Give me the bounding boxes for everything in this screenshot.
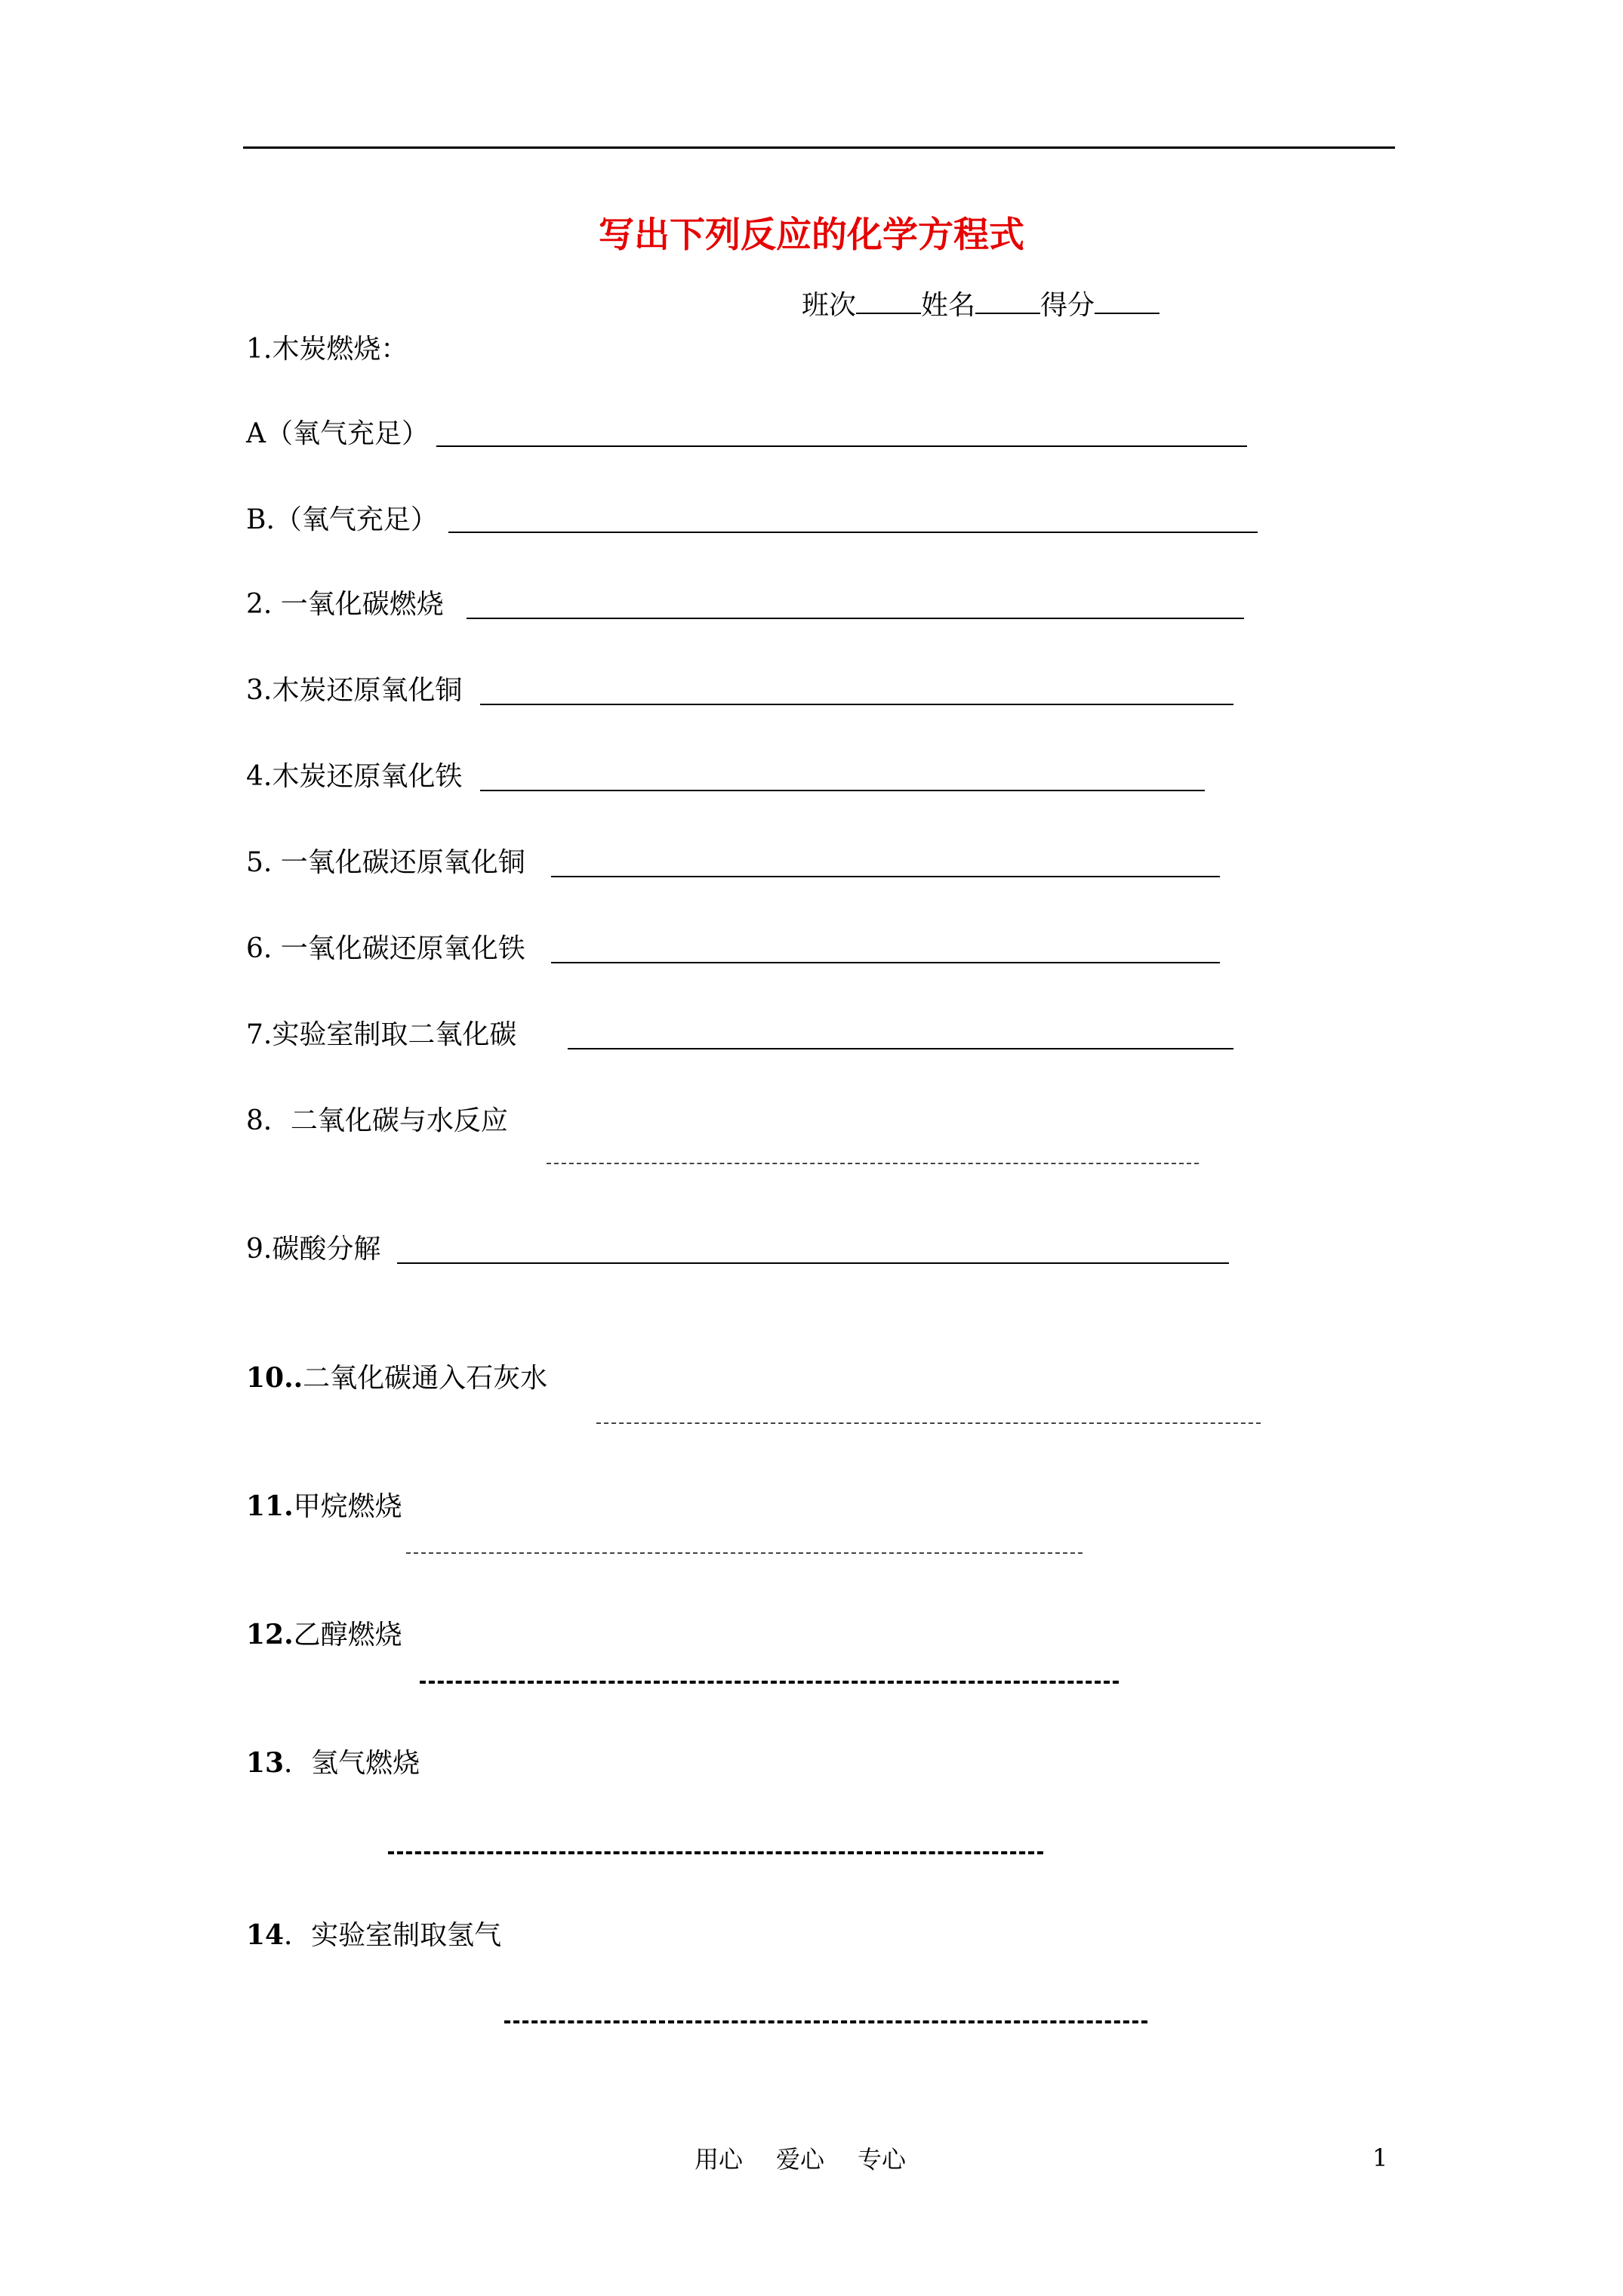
question-12-text: 乙醇燃烧: [293, 1620, 402, 1650]
answer-line-6[interactable]: [551, 962, 1220, 963]
question-10-number: 10..: [246, 1362, 303, 1394]
question-2-label: 2. 一氧化碳燃烧: [246, 589, 444, 620]
question-13-label: [246, 1744, 420, 1783]
answer-line-1a[interactable]: [436, 445, 1247, 447]
question-10-text: 二氧化碳通入石灰水: [303, 1363, 548, 1394]
answer-line-13[interactable]: [388, 1851, 1043, 1854]
answer-line-5[interactable]: [551, 876, 1220, 877]
question-8-label: 8．二氧化碳与水反应: [246, 1105, 508, 1136]
question-6-label: 6. 一氧化碳还原氧化铁: [246, 933, 525, 964]
answer-line-3[interactable]: [480, 704, 1233, 705]
class-label: 班次: [802, 290, 857, 321]
question-7-label: 7.实验室制取二氧化碳: [246, 1019, 517, 1050]
question-12-label: [246, 1616, 402, 1654]
question-1-heading: 1.木炭燃烧：: [246, 334, 408, 365]
footer-item: 专心: [858, 2145, 907, 2174]
page-number: 1: [1372, 2143, 1388, 2172]
question-14-label: [246, 1916, 501, 1955]
answer-line-12[interactable]: [420, 1681, 1119, 1684]
question-11-number: 11.: [246, 1490, 294, 1522]
page-title: 写出下列反应的化学方程式: [599, 214, 1024, 256]
class-blank[interactable]: [856, 290, 921, 314]
question-1a-label: A（氧气充足）: [246, 418, 429, 449]
footer-item: 爱心: [776, 2145, 825, 2174]
question-14-number: 14: [246, 1919, 285, 1951]
footer-motto: [694, 2143, 906, 2176]
question-14-text: ．实验室制取氢气: [284, 1920, 502, 1951]
question-11-label: [246, 1487, 402, 1526]
question-1b-label: B.（氧气充足）: [246, 504, 438, 535]
name-blank[interactable]: [975, 290, 1040, 314]
question-4-label: 4.木炭还原氧化铁: [246, 761, 463, 792]
answer-line-8[interactable]: [547, 1163, 1199, 1164]
question-9-label: 9.碳酸分解: [246, 1234, 381, 1265]
answer-line-1b[interactable]: [448, 532, 1258, 533]
answer-line-11[interactable]: [406, 1552, 1083, 1554]
score-blank[interactable]: [1095, 290, 1160, 314]
question-11-text: 甲烷燃烧: [293, 1491, 402, 1522]
name-label: 姓名: [921, 290, 976, 321]
answer-line-4[interactable]: [480, 790, 1205, 791]
answer-line-9[interactable]: [397, 1262, 1229, 1264]
question-13-number: 13: [246, 1747, 285, 1779]
score-label: 得分: [1040, 290, 1095, 321]
answer-line-2[interactable]: [467, 618, 1244, 619]
question-3-label: 3.木炭还原氧化铜: [246, 675, 463, 706]
header-rule: [243, 146, 1395, 149]
answer-line-10[interactable]: [596, 1422, 1261, 1424]
footer-item: 用心: [694, 2145, 744, 2174]
student-info-line: [802, 287, 1160, 325]
question-12-number: 12.: [246, 1619, 294, 1650]
question-10-label: [246, 1359, 547, 1398]
question-5-label: 5. 一氧化碳还原氧化铜: [246, 847, 525, 878]
answer-line-14[interactable]: [504, 2020, 1147, 2023]
question-13-text: ．氢气燃烧: [284, 1748, 420, 1779]
answer-line-7[interactable]: [568, 1048, 1233, 1049]
